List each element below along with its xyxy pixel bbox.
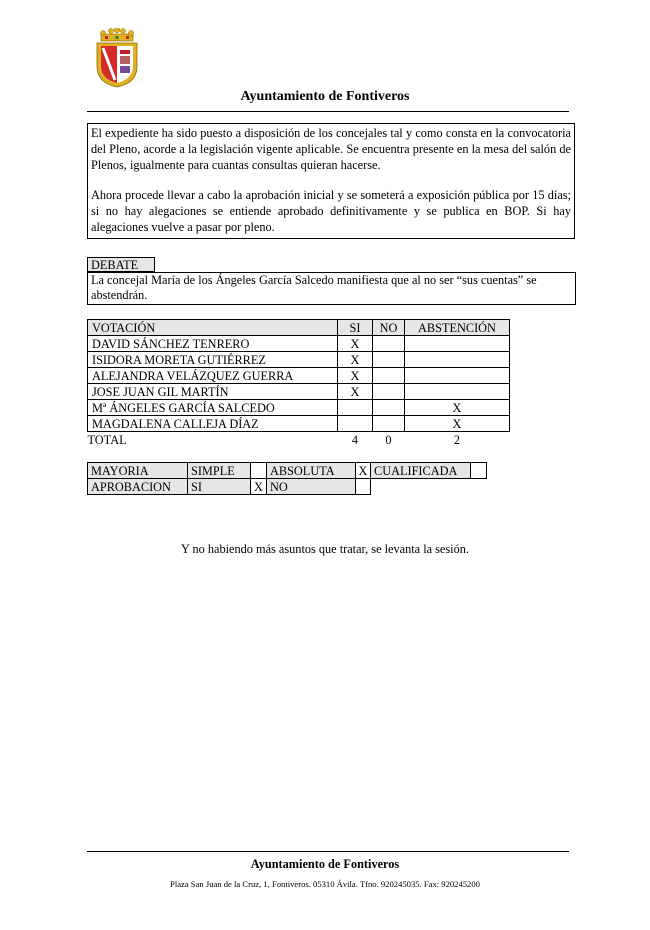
aprobacion-no-mark: [356, 479, 371, 495]
mayoria-row: [88, 463, 487, 479]
expediente-paragraph-2: Ahora procede llevar a cabo la aprobación inicial y se someterá a exposición pública por 15 días; si no hay alegaciones se entiende aprobado definitivamente y se publica en BOP. Si hay alegaciones vuelve a pasar por pleno.: [91, 188, 571, 234]
vote-no: [373, 336, 405, 352]
vote-abstencion: X: [405, 400, 510, 416]
debate-text: La concejal María de los Ángeles García Salcedo manifiesta que al no ser “sus cuentas” se abstendrán.: [87, 272, 576, 305]
vote-no: [373, 368, 405, 384]
aprobacion-label: APROBACION: [88, 479, 188, 495]
votacion-table: [87, 319, 510, 447]
total-row: [88, 432, 510, 448]
mayoria-aprobacion-table: [87, 462, 487, 495]
aprobacion-si-mark: X: [251, 479, 267, 495]
shield: [97, 43, 137, 87]
table-row: [88, 416, 510, 432]
councillor-name: ALEJANDRA VELÁZQUEZ GUERRA: [88, 368, 338, 384]
total-abstencion: 2: [453, 432, 461, 447]
vote-si: X: [338, 384, 373, 400]
closing-statement: Y no habiendo más asuntos que tratar, se levanta la sesión.: [181, 542, 469, 556]
total-si: 4: [351, 432, 359, 447]
footer-address: Plaza San Juan de la Cruz, 1, Fontiveros. 05310 Ávila. Tfno. 920245035. Fax: 920245200: [170, 879, 480, 889]
votacion-header: VOTACIÓN: [88, 320, 338, 336]
councillor-name: JOSE JUAN GIL MARTÍN: [88, 384, 338, 400]
councillor-name: MAGDALENA CALLEJA DÍAZ: [88, 416, 338, 432]
table-row: [88, 368, 510, 384]
aprobacion-row: [88, 479, 487, 495]
coat-of-arms-logo: [93, 28, 141, 88]
header-divider: [87, 111, 569, 112]
vote-si: X: [338, 352, 373, 368]
vote-no: [373, 400, 405, 416]
footer-divider: [87, 851, 569, 852]
votacion-header-row: [88, 320, 510, 336]
total-no: 0: [385, 432, 392, 447]
table-row: [88, 336, 510, 352]
expediente-box: [87, 123, 575, 239]
mayoria-label: MAYORIA: [88, 463, 188, 479]
header-title: Ayuntamiento de Fontiveros: [240, 89, 410, 104]
vote-no: [373, 352, 405, 368]
vote-si: [338, 400, 373, 416]
councillor-name: Mª ÁNGELES GARCÍA SALCEDO: [88, 400, 338, 416]
expediente-paragraph-1: El expediente ha sido puesto a disposición de los concejales tal y como consta en la convocatoria del Pleno, acorde a la legislación vigente aplicable. Se encuentra presente en la mesa del salón de Plenos, igualmente para cuantas consultas quieran hacerse.: [91, 126, 571, 172]
total-label: TOTAL: [87, 432, 127, 447]
table-row: [88, 400, 510, 416]
vote-si: X: [338, 336, 373, 352]
table-row: [88, 352, 510, 368]
councillor-name: ISIDORA MORETA GUTIÉRREZ: [88, 352, 338, 368]
table-row: [88, 384, 510, 400]
debate-label: DEBATE: [87, 257, 155, 272]
aprobacion-no-label: NO: [267, 479, 356, 495]
si-header: SI: [338, 320, 373, 336]
vote-si: [338, 416, 373, 432]
simple-mark: [251, 463, 267, 479]
cualificada-label: CUALIFICADA: [371, 463, 471, 479]
vote-si: X: [338, 368, 373, 384]
cualificada-mark: [471, 463, 487, 479]
footer-title: Ayuntamiento de Fontiveros: [250, 857, 400, 871]
vote-abstencion: [405, 368, 510, 384]
simple-label: SIMPLE: [188, 463, 251, 479]
absoluta-label: ABSOLUTA: [267, 463, 356, 479]
councillor-name: DAVID SÁNCHEZ TENRERO: [88, 336, 338, 352]
vote-no: [373, 384, 405, 400]
aprobacion-si-label: SI: [188, 479, 251, 495]
vote-abstencion: X: [405, 416, 510, 432]
crown: [101, 28, 134, 41]
abstencion-header: ABSTENCIÓN: [405, 320, 510, 336]
vote-abstencion: [405, 352, 510, 368]
absoluta-mark: X: [356, 463, 371, 479]
no-header: NO: [373, 320, 405, 336]
vote-abstencion: [405, 336, 510, 352]
vote-no: [373, 416, 405, 432]
vote-abstencion: [405, 384, 510, 400]
